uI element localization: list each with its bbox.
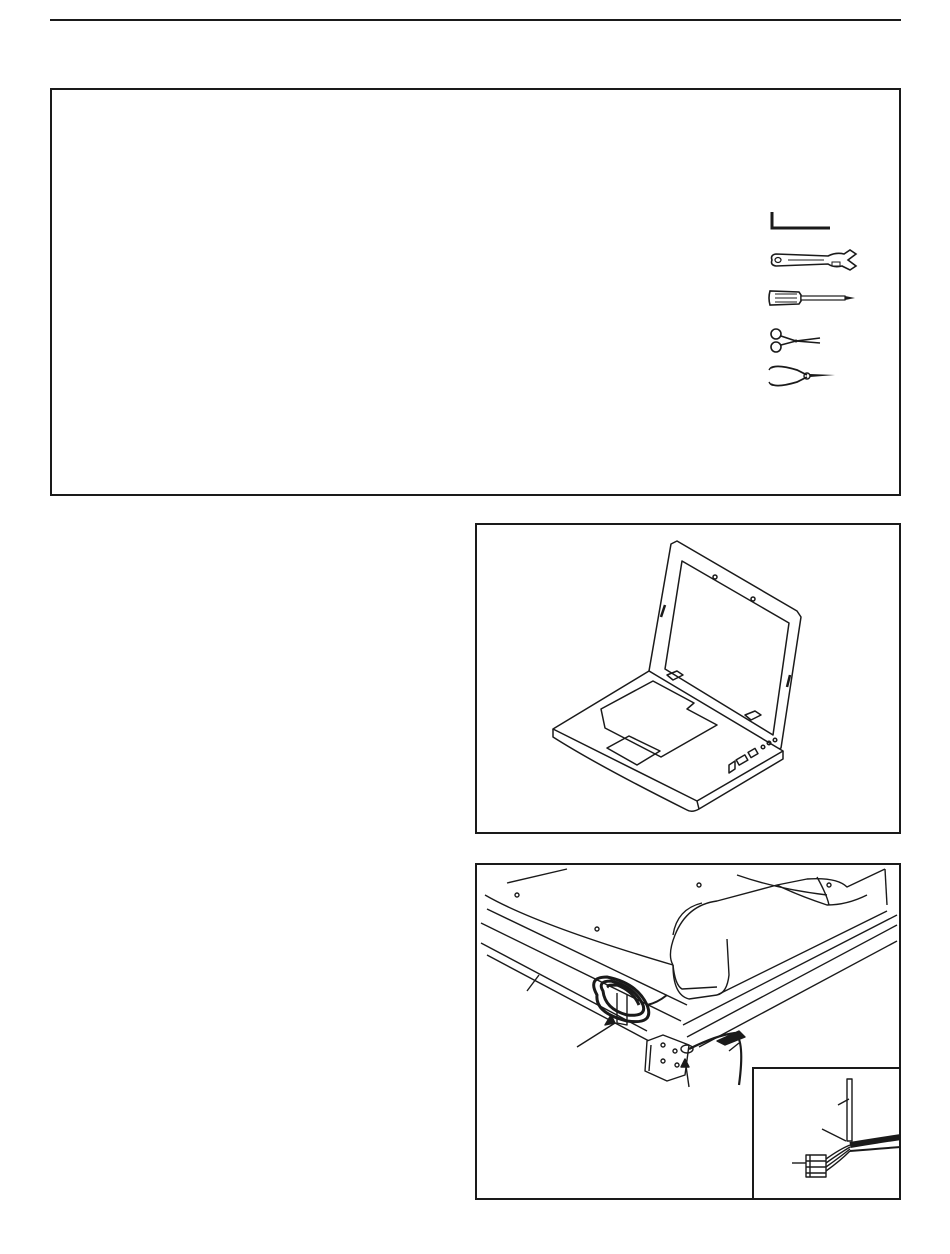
screwdriver-icon <box>767 287 859 309</box>
figure-inset <box>752 1067 901 1200</box>
figure-treadmill <box>475 863 901 1200</box>
needlenose-pliers-icon <box>767 362 839 392</box>
adjustable-wrench-icon <box>768 248 860 278</box>
wire-connector-icon <box>754 1069 901 1200</box>
header-rule <box>50 19 901 21</box>
tools-box <box>50 88 901 496</box>
hex-key-icon <box>770 210 832 232</box>
laptop-icon <box>477 525 899 832</box>
scissors-icon <box>768 326 824 356</box>
figure-laptop <box>475 523 901 834</box>
